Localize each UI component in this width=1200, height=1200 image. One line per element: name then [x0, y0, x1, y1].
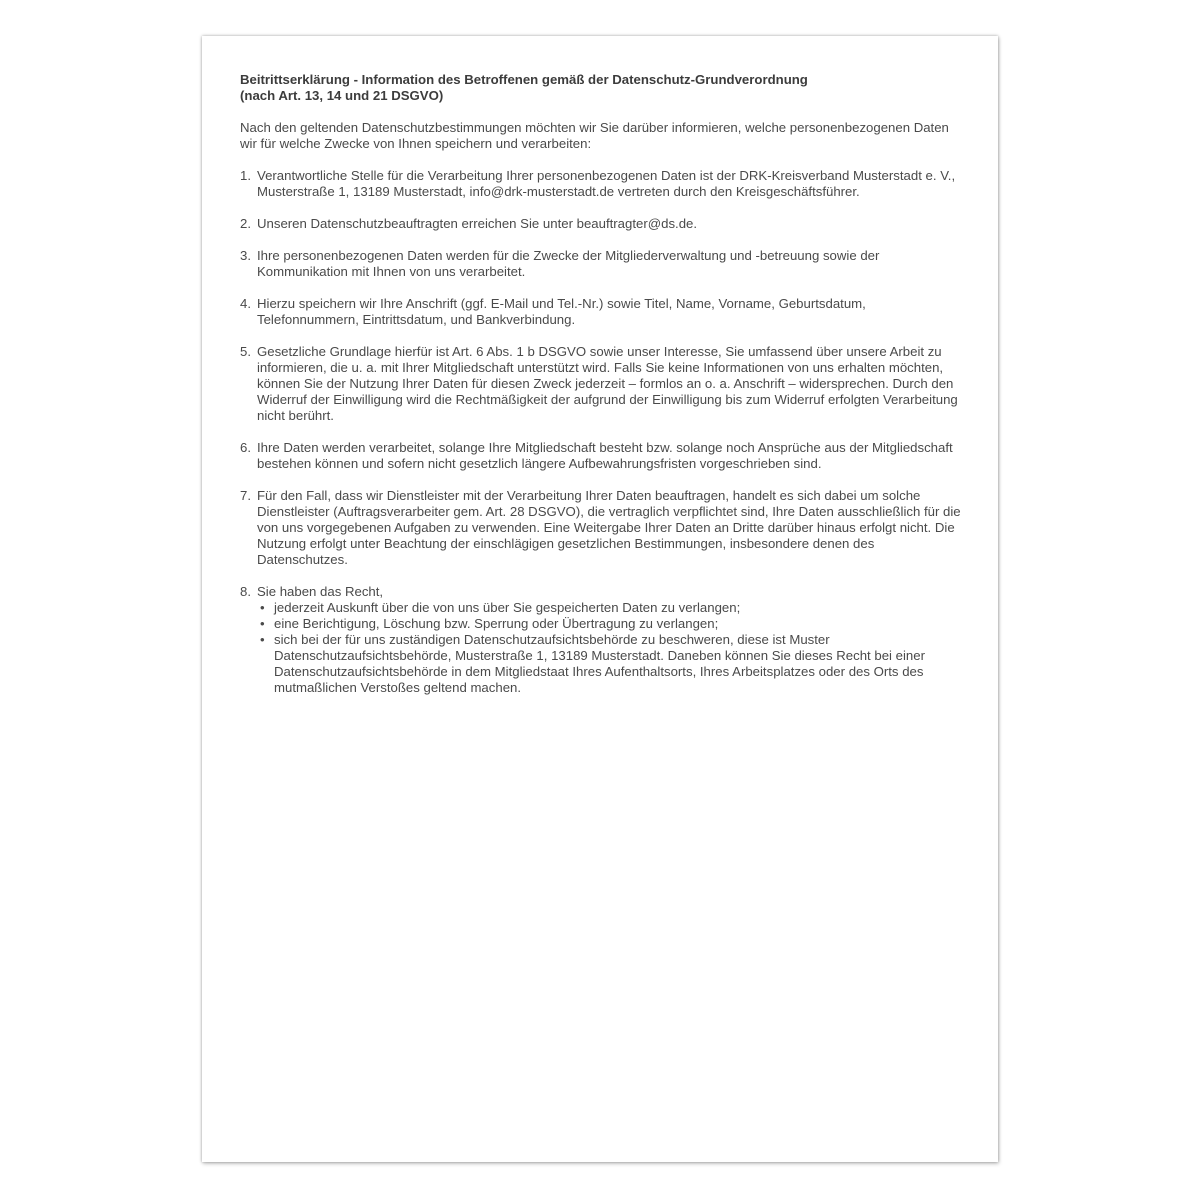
list-item: [240, 440, 965, 472]
item-number: 4.: [240, 296, 251, 311]
item-number: 7.: [240, 488, 251, 503]
heading-line-2: (nach Art. 13, 14 und 21 DSGVO): [240, 88, 444, 103]
rights-text: sich bei der für uns zuständigen Datenschutzaufsichtsbehörde zu beschweren, diese ist Muster Datenschutzaufsichtsbehörde, Musterstraße 1, 13189 Musterstadt. Daneben können Sie dieses Recht bei einer Datenschutzaufsichtsbehörde in dem Mitgliedstaat Ihres Aufenthaltsorts, Ihres Arbeitsplatzes oder des Orts des mutmaßlichen Verstoßes geltend machen.: [274, 632, 925, 695]
item-text: Unseren Datenschutzbeauftragten erreichen Sie unter beauftragter@ds.de.: [257, 216, 698, 231]
rights-text: jederzeit Auskunft über die von uns über Sie gespeicherten Daten zu verlangen;: [274, 600, 741, 615]
item-text: Ihre Daten werden verarbeitet, solange Ihre Mitgliedschaft besteht bzw. solange noch Ansprüche aus der Mitgliedschaft bestehen können und sofern nicht gesetzlich längere Aufbewahrungsfristen vorgeschrieben sind.: [257, 440, 953, 471]
list-item: [240, 488, 965, 568]
item-number: 5.: [240, 344, 251, 359]
list-item: [240, 248, 965, 280]
list-item: [240, 344, 965, 424]
item-text: Gesetzliche Grundlage hierfür ist Art. 6 Abs. 1 b DSGVO sowie unser Interesse, Sie umfassend über unsere Arbeit zu informieren, die u. a. mit Ihrer Mitgliedschaft unterstützt wird. Falls Sie keine Informationen von uns erhalten möchten, können Sie der Nutzung Ihrer Daten für diesen Zweck jederzeit – formlos an o. a. Anschrift – widersprechen. Durch den Widerruf der Einwilligung wird die Rechtmäßigkeit der aufgrund der Einwilligung bis zum Widerruf erfolgten Verarbeitung nicht berührt.: [257, 344, 958, 423]
rights-text: eine Berichtigung, Löschung bzw. Sperrung oder Übertragung zu verlangen;: [274, 616, 719, 631]
item-number: 6.: [240, 440, 251, 455]
list-item: [240, 584, 965, 696]
item-text: Hierzu speichern wir Ihre Anschrift (ggf. E-Mail und Tel.-Nr.) sowie Titel, Name, Vorname, Geburtsdatum, Telefonnummern, Eintrittsdatum, und Bankverbindung.: [257, 296, 866, 327]
heading-line-1: Beitrittserklärung - Information des Betroffenen gemäß der Datenschutz-Grundverordnung: [240, 72, 808, 87]
numbered-list: [240, 168, 965, 696]
intro-paragraph: Nach den geltenden Datenschutzbestimmungen möchten wir Sie darüber informieren, welche personenbezogenen Daten wir für welche Zwecke von Ihnen speichern und verarbeiten:: [240, 120, 949, 151]
item-number: 8.: [240, 584, 251, 599]
item-text: Für den Fall, dass wir Dienstleister mit der Verarbeitung Ihrer Daten beauftragen, handelt es sich dabei um solche Dienstleister (Auftragsverarbeiter gem. Art. 28 DSGVO), die vertraglich verpflichtet sind, Ihre Daten ausschließlich für die von uns vorgegebenen Aufgaben zu verwenden. Eine Weitergabe Ihrer Daten an Dritte darüber hinaus erfolgt nicht. Die Nutzung erfolgt unter Beachtung der einschlägigen gesetzlichen Bestimmungen, insbesondere denen des Datenschutzes.: [257, 488, 961, 567]
item-number: 2.: [240, 216, 251, 231]
bullet-icon: •: [260, 616, 265, 631]
document-heading: [240, 72, 965, 104]
bullet-icon: •: [260, 600, 265, 615]
rights-list: [257, 600, 965, 696]
list-item: [240, 296, 965, 328]
document-page: [202, 36, 998, 1162]
list-item: [240, 168, 965, 200]
item-number: 3.: [240, 248, 251, 263]
item-text: Sie haben das Recht,: [257, 584, 384, 599]
item-number: 1.: [240, 168, 251, 183]
item-text: Ihre personenbezogenen Daten werden für die Zwecke der Mitgliederverwaltung und -betreuung sowie der Kommunikation mit Ihnen von uns verarbeitet.: [257, 248, 880, 279]
rights-item: [257, 616, 965, 632]
document-content: [240, 72, 965, 712]
rights-item: [257, 632, 965, 696]
item-text: Verantwortliche Stelle für die Verarbeitung Ihrer personenbezogenen Daten ist der DRK-Kreisverband Musterstadt e. V., Musterstraße 1, 13189 Musterstadt, info@drk-musterstadt.de vertreten durch den Kreisgeschäftsführer.: [257, 168, 956, 199]
list-item: [240, 216, 965, 232]
bullet-icon: •: [260, 632, 265, 647]
rights-item: [257, 600, 965, 616]
